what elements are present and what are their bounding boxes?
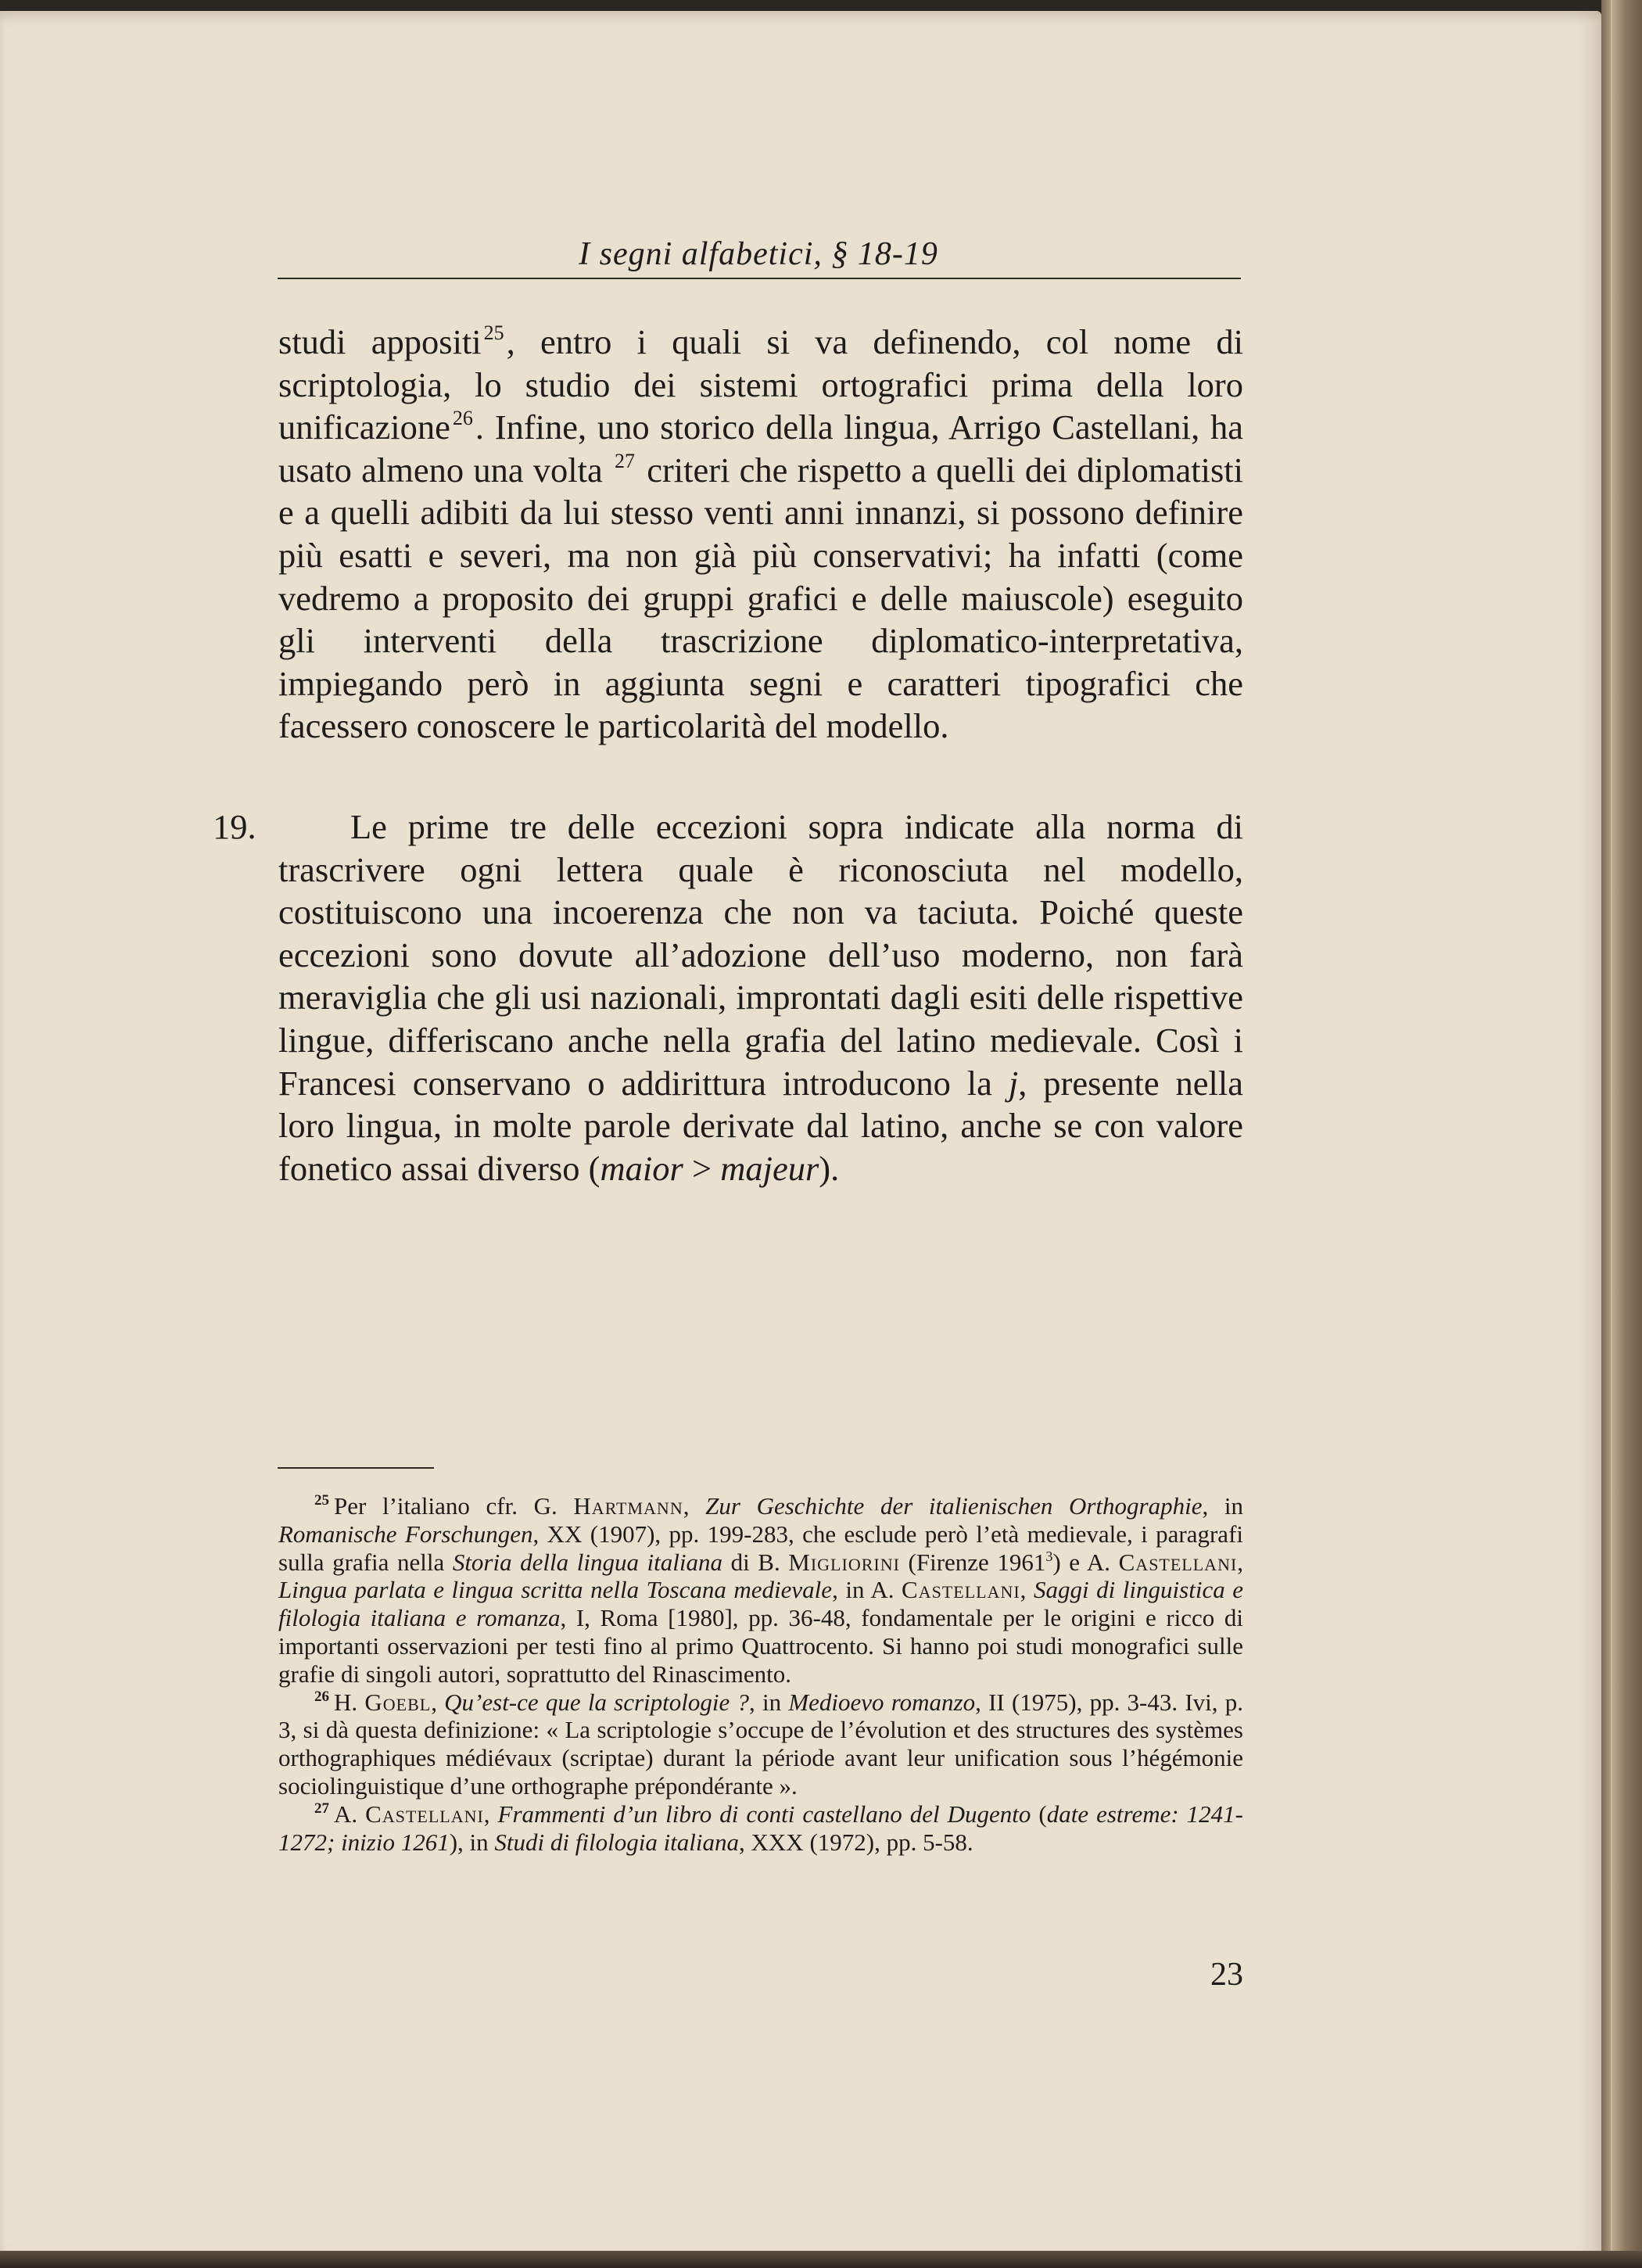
footnote-26: $^{26}$ H. Goebl, Qu’est-ce que la scriptologie ?, in Medioevo romanzo, II (1975), pp. 3-43. Ivi, p. 3, si dà questa definizione: « La scriptologie s’occupe de l’évolution et des structures des systèmes orthographiques médiévaux (scriptae) durant la période avant leur unification sous l’hégémonie sociolinguistique d’une orthographe prépondérante ».	[278, 1688, 1243, 1800]
page-number: 23	[1210, 1957, 1243, 1993]
footnote-rule	[278, 1467, 434, 1469]
paragraph-19: Le prime tre delle eccezioni sopra indicate alla norma di trascrivere ogni lettera quale è riconosciuta nel modello, costituiscono una incoerenza che non va taciuta. Poiché queste eccezioni sono dovute all’adozione dell’uso moderno, non farà meraviglia che gli usi nazionali, improntati dagli esiti delle rispettive lingue, differiscano anche nella grafia del latino medievale. Così i Francesi conservano o addirittura introducono la j, presente nella loro lingua, in molte parole derivate dal latino, anche se con valore fonetico assai diverso (maior > majeur).	[278, 807, 1243, 1188]
section-number-19: 19.	[213, 807, 256, 846]
running-header: I segni alfabetici, § 18-19	[579, 236, 938, 272]
footnotes	[278, 1492, 1243, 1856]
footnote-ref-27[interactable]: 27	[615, 449, 635, 472]
footnote-ref-25[interactable]: 25	[483, 321, 504, 344]
footnote-27: $^{27}$ A. Castellani, Frammenti d’un libro di conti castellano del Dugento (date estreme: 1241-1272; inizio 1261), in Studi di filologia italiana, XXX (1972), pp. 5-58.	[278, 1800, 1244, 1856]
bottom-shadow	[0, 2251, 1642, 2268]
footnote-ref-26[interactable]: 26	[452, 407, 473, 430]
header-rule	[278, 278, 1241, 279]
page-edge-stack	[1601, 0, 1642, 2268]
footnote-25: $^{25}$ Per l’italiano cfr. G. Hartmann, Zur Geschichte der italienischen Orthographie, in Romanische Forschungen, XX (1907), pp. 199-283, che esclude però l’età medievale, i paragrafi sulla grafia nella Storia della lingua italiana di B. Migliorini (Firenze 1961$^3$) e A. Castellani, Lingua parlata e lingua scritta nella Toscana medievale, in A. Castellani, Saggi di linguistica e filologia italiana e romanza, I, Roma [1980], pp. 36-48, fondamentale per le origini e ricco di importanti osservazioni per testi fino al primo Quattrocento. Si hanno poi studi monografici sulle grafie di singoli autori, soprattutto del Rinascimento.	[278, 1492, 1244, 1688]
paragraph-18-continuation: studi appositi $^{25}$, entro i quali si va definendo, col nome di scriptologia, lo studio dei sistemi ortografici prima della loro unificazione $^{26}$. Infine, uno storico della lingua, Arrigo Castellani, ha usato almeno una volta $^{27}$ criteri che rispetto a quelli dei diplomatisti e a quelli adibiti da lui stesso venti anni innanzi, si possono definire più esatti e severi, ma non già più conservativi; ha infatti (come vedremo a proposito dei gruppi grafici e delle maiuscole) eseguito gli interventi della trascrizione diplomatico-interpretativa, impiegando però in aggiunta segni e caratteri tipografici che facessero conoscere le particolarità del modello.	[278, 321, 1244, 746]
